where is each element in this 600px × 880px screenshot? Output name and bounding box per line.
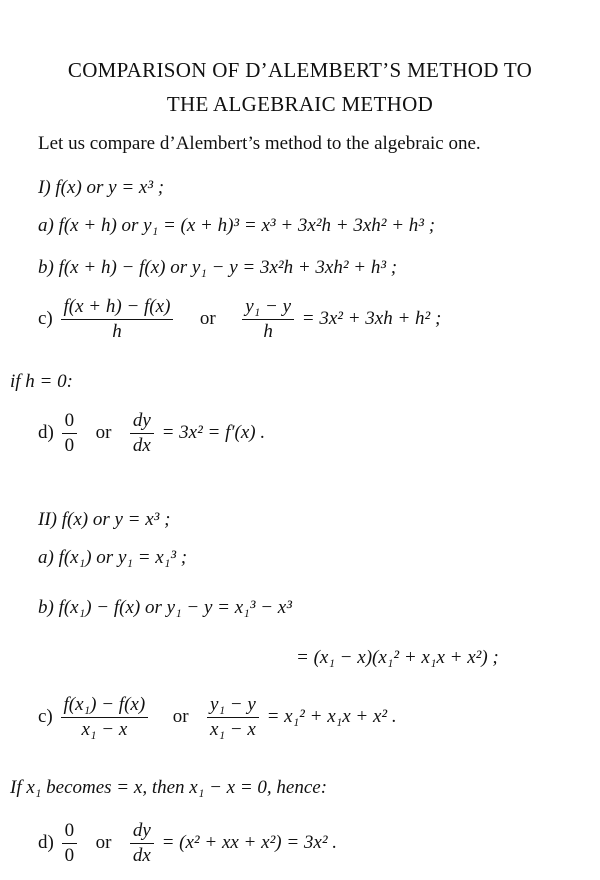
part2-step-a: a) f(x₁) or y₁ = x₁³ ; <box>38 547 188 568</box>
part2-step-b: b) f(x₁) − f(x) or y₁ − y = x₁³ − x³ <box>38 597 292 618</box>
step-label: c) <box>38 307 53 329</box>
equation-rhs: = x₁² + x₁x + x² . <box>266 705 397 727</box>
part1-step-c <box>38 296 441 343</box>
numerator: dy <box>130 410 154 434</box>
step-label: d) <box>38 421 54 443</box>
denominator: dx <box>132 435 151 456</box>
denominator: x₁ − x <box>210 719 256 740</box>
or-text: or <box>95 831 112 853</box>
part2-heading: II) f(x) or y = x³ ; <box>38 509 171 530</box>
numerator: y₁ − y <box>242 296 294 320</box>
denominator: h <box>112 321 122 342</box>
numerator: f(x + h) − f(x) <box>61 296 174 320</box>
numerator: y₁ − y <box>207 694 259 718</box>
part1-step-b: b) f(x + h) − f(x) or y₁ − y = 3x²h + 3xh² + h³ ; <box>38 257 398 278</box>
part2-step-c <box>38 694 397 741</box>
numerator: dy <box>130 820 154 844</box>
fraction <box>242 296 294 343</box>
part1-step-d <box>38 410 265 457</box>
part2-step-d <box>38 820 337 867</box>
numerator: f(x₁) − f(x) <box>61 694 149 718</box>
step-label: d) <box>38 831 54 853</box>
denominator: 0 <box>64 845 75 866</box>
fraction <box>62 820 78 867</box>
denominator: x₁ − x <box>81 719 128 740</box>
equation-rhs: = 3x² = f′(x) . <box>161 421 266 443</box>
part2-step-b-continued: = (x₁ − x)(x₁² + x₁x + x²) ; <box>296 647 499 668</box>
page-title-line-2: THE ALGEBRAIC METHOD <box>166 92 434 116</box>
equation-rhs: = (x² + xx + x²) = 3x² . <box>161 831 338 853</box>
part2-condition: If x₁ becomes = x, then x₁ − x = 0, hence: <box>10 777 328 798</box>
fraction <box>130 820 154 867</box>
denominator: dx <box>132 845 151 866</box>
fraction <box>130 410 154 457</box>
step-label: c) <box>38 705 53 727</box>
or-text: or <box>199 307 216 329</box>
fraction <box>62 410 78 457</box>
part1-step-a: a) f(x + h) or y₁ = (x + h)³ = x³ + 3x²h + 3xh² + h³ ; <box>38 215 436 236</box>
denominator: h <box>263 321 273 342</box>
numerator: 0 <box>62 410 78 434</box>
numerator: 0 <box>62 820 78 844</box>
or-text: or <box>95 421 112 443</box>
page-title-line-1: COMPARISON OF D’ALEMBERT’S METHOD TO <box>67 58 533 82</box>
fraction <box>207 694 259 741</box>
or-text: or <box>172 705 189 727</box>
equation-rhs: = 3x² + 3xh + h² ; <box>301 307 442 329</box>
fraction <box>61 296 174 343</box>
part1-heading: I) f(x) or y = x³ ; <box>38 177 165 198</box>
intro-text: Let us compare d’Alembert’s method to the algebraic one. <box>38 133 481 154</box>
denominator: 0 <box>64 435 75 456</box>
part1-condition: if h = 0: <box>10 371 73 392</box>
fraction <box>61 694 149 741</box>
